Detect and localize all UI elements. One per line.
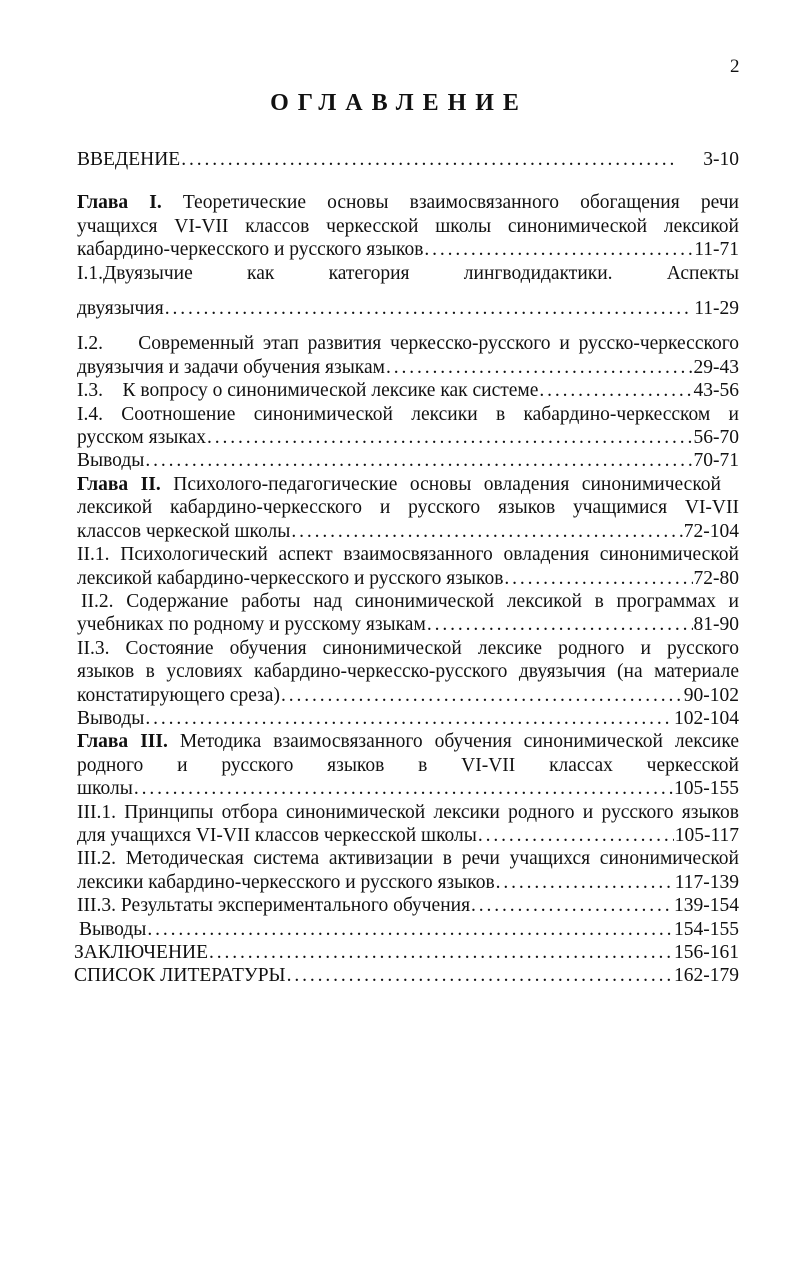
toc-entry-chapter-1-conclusions[interactable]	[77, 449, 739, 472]
toc-entry-pages: 105-155	[674, 778, 739, 800]
dot-leader	[287, 964, 673, 987]
toc-entry-pages: 72-104	[683, 520, 739, 542]
toc-entry-text: для учащихся VI-VII классов черкесской школы	[77, 824, 477, 846]
toc-entry-introduction[interactable]	[77, 148, 739, 171]
toc-entry-title: Выводы	[79, 918, 147, 940]
toc-entry-title: Выводы	[77, 450, 145, 472]
dot-leader	[386, 356, 693, 379]
toc-entry-text: I.3. К вопросу о синонимической лексике как системе	[77, 380, 539, 402]
dot-leader	[496, 871, 674, 894]
toc-entry-title: ВВЕДЕНИЕ	[77, 149, 181, 170]
dot-leader	[165, 297, 694, 320]
toc-entry-text: русском языках	[77, 427, 206, 449]
toc-entry-text: III.3. Результаты экспериментального обучения	[77, 895, 471, 917]
toc-entry-section-1-2[interactable]	[77, 332, 739, 379]
toc-entry-pages: 11-29	[694, 298, 739, 320]
dot-leader	[424, 238, 693, 261]
toc-entry-text: двуязычия	[77, 298, 164, 320]
toc-entry-pages: 11-71	[694, 239, 739, 261]
toc-entry-title: ЗАКЛЮЧЕНИЕ	[74, 942, 209, 963]
toc-entry-text: двуязычия и задачи обучения языкам	[77, 356, 385, 378]
toc-entry-pages: 139-154	[674, 895, 739, 917]
toc-entry-pages: 70-71	[693, 450, 739, 472]
dot-leader	[471, 894, 673, 917]
toc-entry-line: II.1. Психологический аспект взаимосвязанного овладения синонимической	[77, 544, 739, 566]
dot-leader	[134, 777, 673, 800]
toc-entry-pages: 43-56	[693, 380, 739, 402]
toc-entry-section-2-2[interactable]	[77, 590, 739, 637]
toc-entry-pages: 3-10	[703, 149, 739, 170]
toc-entry-text: учебниках по родному и русскому языкам	[77, 614, 426, 636]
toc-entry-pages: 105-117	[674, 824, 739, 846]
toc-entry-line	[77, 730, 739, 753]
dot-leader	[207, 426, 693, 449]
toc-entry-text: Психолого-педагогические основы овладения синонимической	[173, 473, 721, 495]
toc-entry-text: констатирующего среза)	[77, 684, 280, 706]
chapter-label: Глава II.	[77, 473, 161, 495]
toc-entry-section-2-1[interactable]	[77, 543, 739, 590]
dot-leader	[181, 148, 673, 171]
toc-entry-pages: 154-155	[674, 918, 739, 940]
toc-entry-chapter-3-conclusions[interactable]	[77, 918, 739, 941]
toc-entry-line: лексикой кабардино-черкесского и русского языков учащимися VI-VII	[77, 497, 739, 519]
toc-entry-pages: 90-102	[683, 684, 739, 706]
toc-entry-line: родного и русского языков в VI-VII классах черкесской	[77, 754, 739, 776]
dot-leader	[147, 918, 673, 941]
page-number: 2	[730, 56, 740, 77]
toc-entry-section-1-3[interactable]	[77, 379, 739, 402]
toc-entry-line: учащихся VI-VII классов черкесской школы синонимической лексикой	[77, 215, 739, 237]
table-of-contents	[74, 138, 740, 988]
toc-entry-pages: 117-139	[674, 871, 739, 893]
toc-entry-text: классов черкеской школы	[77, 520, 291, 542]
toc-entry-line: I.2. Современный этап развития черкесско-русского и русско-черкесского	[77, 333, 739, 355]
toc-entry-section-1-1[interactable]	[77, 262, 739, 321]
toc-entry-section-3-3[interactable]	[77, 894, 739, 917]
toc-entry-chapter-3[interactable]	[77, 730, 739, 800]
toc-entry-pages: 102-104	[674, 707, 739, 729]
toc-entry-pages: 29-43	[693, 356, 739, 378]
toc-entry-chapter-2-conclusions[interactable]	[77, 707, 739, 730]
toc-entry-section-3-2[interactable]	[77, 847, 739, 894]
dot-leader	[539, 379, 692, 402]
toc-entry-text: Теоретические основы взаимосвязанного обогащения речи	[182, 192, 739, 214]
dot-leader	[504, 567, 692, 590]
toc-entry-line: III.2. Методическая система активизации в речи учащихся синонимической	[77, 848, 739, 870]
toc-entry-title: СПИСОК ЛИТЕРАТУРЫ	[74, 965, 286, 987]
dot-leader	[291, 520, 682, 543]
dot-leader	[478, 824, 674, 847]
toc-entry-chapter-1[interactable]	[77, 191, 739, 261]
toc-entry-text: кабардино-черкесского и русского языков	[77, 239, 424, 261]
toc-entry-line: II.3. Состояние обучения синонимической лексике родного и русского	[77, 637, 739, 659]
toc-entry-bibliography[interactable]	[74, 964, 739, 987]
toc-entry-chapter-2[interactable]	[77, 473, 739, 543]
toc-entry-title: Выводы	[77, 707, 145, 729]
toc-entry-section-3-1[interactable]	[77, 801, 739, 848]
toc-entry-section-1-4[interactable]	[77, 403, 739, 450]
toc-entry-text: школы	[77, 778, 133, 800]
toc-entry-line: языков в условиях кабардино-черкесско-русского двуязычия (на материале	[77, 661, 739, 683]
dot-leader	[145, 707, 673, 730]
toc-entry-line	[77, 473, 739, 496]
dot-leader	[281, 684, 683, 707]
toc-entry-text: лексики кабардино-черкесского и русского языков	[77, 871, 495, 893]
page-title: ОГЛАВЛЕНИЕ	[270, 90, 528, 116]
toc-entry-line: III.1. Принципы отбора синонимической лексики родного и русского языков	[77, 801, 739, 823]
toc-entry-section-2-3[interactable]	[77, 637, 739, 707]
toc-entry-line	[77, 191, 739, 214]
toc-entry-line: I.1.Двуязычие как категория лингводидактики. Аспекты	[77, 262, 739, 284]
toc-entry-pages: 56-70	[693, 427, 739, 449]
toc-entry-pages: 156-161	[674, 942, 739, 963]
dot-leader	[209, 941, 673, 964]
chapter-label: Глава I.	[77, 192, 162, 214]
toc-entry-line: II.2. Содержание работы над синонимической лексикой в программах и	[81, 590, 739, 612]
toc-entry-text: Методика взаимосвязанного обучения синонимической лексике	[179, 731, 740, 753]
toc-entry-text: лексикой кабардино-черкесского и русского языков	[77, 567, 504, 589]
toc-entry-pages: 81-90	[693, 614, 739, 636]
toc-entry-line: I.4. Соотношение синонимической лексики в кабардино-черкесском и	[77, 403, 739, 425]
toc-entry-pages: 72-80	[693, 567, 739, 589]
chapter-label: Глава III.	[77, 731, 168, 753]
toc-entry-conclusion[interactable]	[74, 941, 739, 964]
dot-leader	[427, 613, 693, 636]
dot-leader	[145, 449, 692, 472]
toc-entry-pages: 162-179	[674, 965, 739, 987]
